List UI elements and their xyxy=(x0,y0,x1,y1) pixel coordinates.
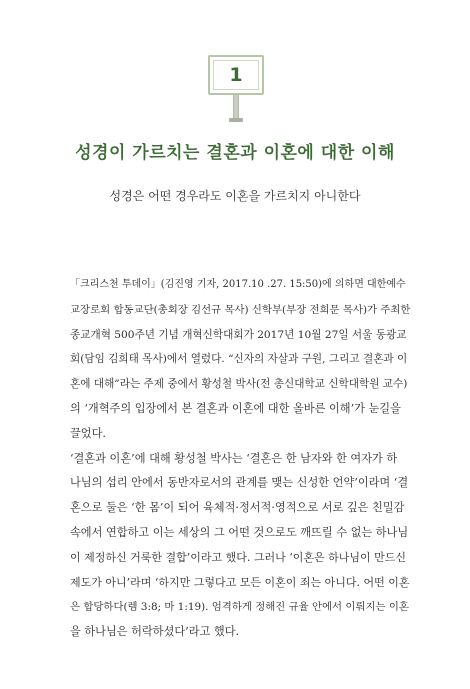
paragraph-line: 의 ‘개혁주의 입장에서 본 결혼과 이혼에 대한 올바른 이해’가 눈길을 xyxy=(70,401,401,415)
paragraph-line: 은 합당하다(렘 3:8; 마 1:19). 엄격하게 정해진 규율 안에서 이뤄지는 이혼 xyxy=(70,601,409,614)
chapter-number: 1 xyxy=(213,60,259,90)
paragraph-line: 나님의 섭리 안에서 동반자로서의 관계를 맺는 신성한 언약’이라며 ‘결 xyxy=(70,476,409,490)
chapter-signpost xyxy=(208,55,266,125)
sign-post xyxy=(233,95,239,119)
paragraph-line: ‘결혼과 이혼’에 대해 황성철 박사는 ‘결혼은 한 남자와 한 여자가 하 xyxy=(70,451,398,465)
paragraph-line: 「크리스천 투데이」(김진영 기자, 2017.10 .27. 15:50)에 의하면 대한예수 xyxy=(70,279,406,290)
body-text xyxy=(70,273,410,645)
paragraph-line: 속에서 연합하고 이는 세상의 그 어떤 것으로도 깨뜨릴 수 없는 하나님 xyxy=(70,525,409,539)
paragraph-1 xyxy=(70,273,410,447)
chapter-sign-board xyxy=(208,55,264,95)
paragraph-line: 제도가 아니’라며 ‘하지만 그렇다고 모든 이혼이 죄는 아니다. 어떤 이혼 xyxy=(70,575,410,589)
paragraph-line: 이 제정하신 거룩한 결합’이라고 했다. 그러나 ‘이혼은 하나님이 만드신 xyxy=(70,550,406,564)
paragraph-2 xyxy=(70,447,410,645)
paragraph-line: 혼에 대해”라는 주제 중에서 황성철 박사(전 총신대학교 신학대학원 교수) xyxy=(70,378,408,391)
paragraph-line: 을 하나님은 허락하셨다’라고 했다. xyxy=(70,625,240,639)
sign-base xyxy=(229,118,243,122)
paragraph-line: 교장로회 합동교단(총회장 김선규 목사) 신학부(부장 전희문 목사)가 주최한 xyxy=(70,303,411,316)
paragraph-line: 종교개혁 500주년 기념 개혁신학대회가 2017년 10월 27일 서울 동광교 xyxy=(70,328,407,341)
paragraph-line: 혼으로 둘은 ‘한 몸’이 되어 육체적·정서적·영적으로 서로 깊은 친밀감 xyxy=(70,501,405,515)
paragraph-line: 끌었다. xyxy=(70,426,106,440)
chapter-title: 성경이 가르치는 결혼과 이혼에 대한 이해 xyxy=(75,143,395,163)
chapter-subtitle: 성경은 어떤 경우라도 이혼을 가르치지 아니한다 xyxy=(109,189,361,203)
paragraph-line: 회(담임 김희태 목사)에서 열렸다. “신자의 자살과 구원, 그리고 결혼과 이 xyxy=(70,353,408,366)
